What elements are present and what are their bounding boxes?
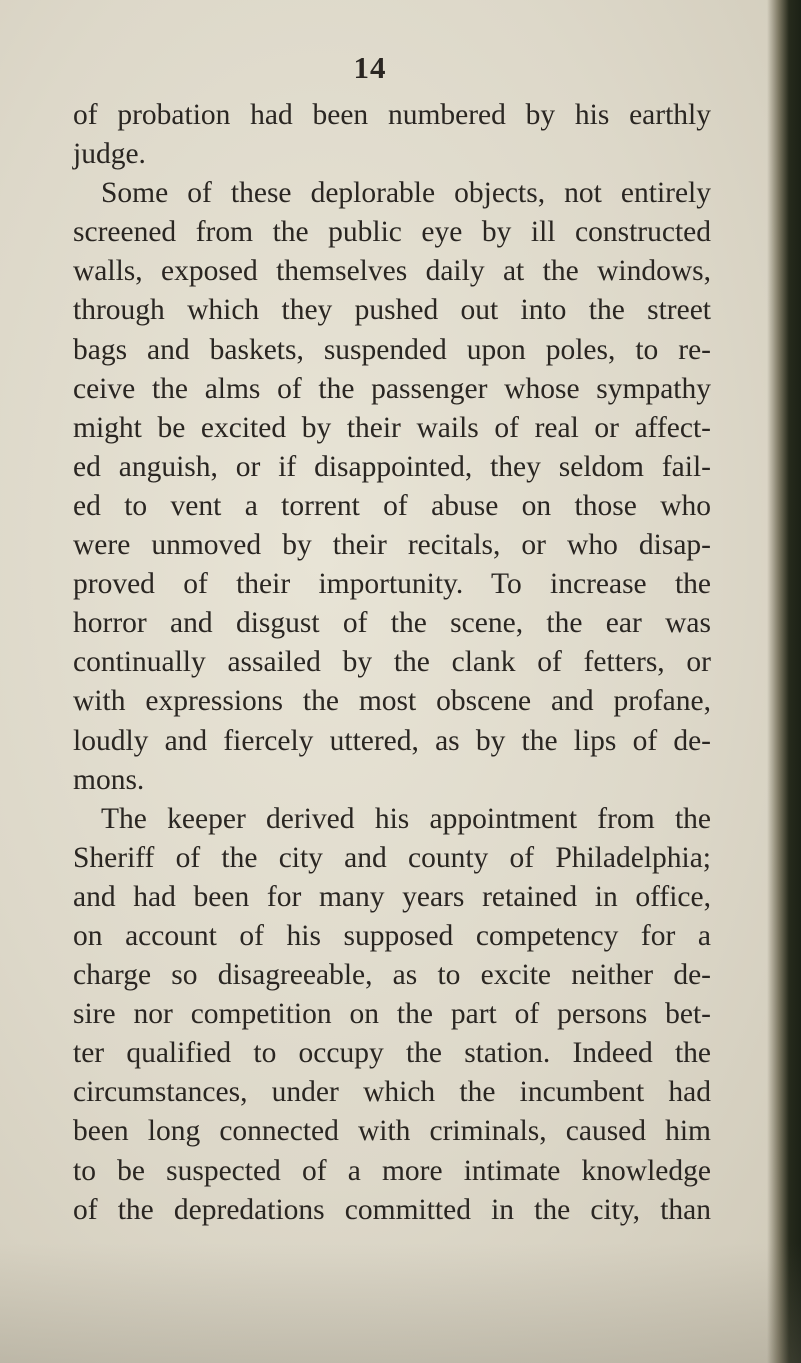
- text-line: with expressions the most obscene and profane,: [73, 685, 711, 718]
- text-line: screened from the public eye by ill constructed: [73, 216, 711, 249]
- page-shadow: [0, 1243, 801, 1363]
- text-line: through which they pushed out into the street: [73, 294, 711, 327]
- text-line: to be suspected of a more intimate knowledge: [73, 1154, 711, 1187]
- text-line: been long connected with criminals, caused him: [73, 1115, 711, 1148]
- text-line: continually assailed by the clank of fetters, or: [73, 646, 711, 679]
- text-line: ceive the alms of the passenger whose sympathy: [73, 372, 711, 405]
- text-line: on account of his supposed competency for a: [73, 919, 711, 952]
- text-line: judge.: [73, 138, 146, 171]
- text-line: The keeper derived his appointment from the: [101, 802, 711, 835]
- text-line: of probation had been numbered by his earthly: [73, 99, 711, 131]
- text-line: mons.: [73, 763, 145, 796]
- text-line: Sheriff of the city and county of Philadelphia;: [73, 841, 711, 874]
- text-line: might be excited by their wails of real or affect-: [73, 411, 711, 444]
- text-line: Some of these deplorable objects, not entirely: [101, 177, 711, 210]
- text-line: sire nor competition on the part of persons bet-: [73, 998, 711, 1031]
- text-line: and had been for many years retained in office,: [73, 880, 711, 913]
- text-line: bags and baskets, suspended upon poles, to re-: [73, 333, 711, 366]
- text-line: charge so disagreeable, as to excite neither de-: [73, 959, 711, 992]
- text-line: were unmoved by their recitals, or who disap-: [73, 529, 711, 562]
- text-line: circumstances, under which the incumbent had: [73, 1076, 711, 1109]
- page-number: 14: [353, 50, 387, 85]
- text-line: loudly and fiercely uttered, as by the lips of de-: [73, 724, 711, 757]
- text-line: horror and disgust of the scene, the ear was: [73, 607, 711, 640]
- text-line: of the depredations committed in the city, than: [73, 1193, 711, 1226]
- body-text: [73, 96, 711, 1230]
- text-line: ed to vent a torrent of abuse on those who: [73, 489, 711, 522]
- text-line: walls, exposed themselves daily at the windows,: [73, 255, 711, 288]
- text-line: proved of their importunity. To increase the: [73, 568, 711, 601]
- text-line: ed anguish, or if disappointed, they seldom fail-: [73, 450, 711, 483]
- page-binding-edge: [767, 0, 801, 1363]
- text-line: ter qualified to occupy the station. Indeed the: [73, 1037, 711, 1070]
